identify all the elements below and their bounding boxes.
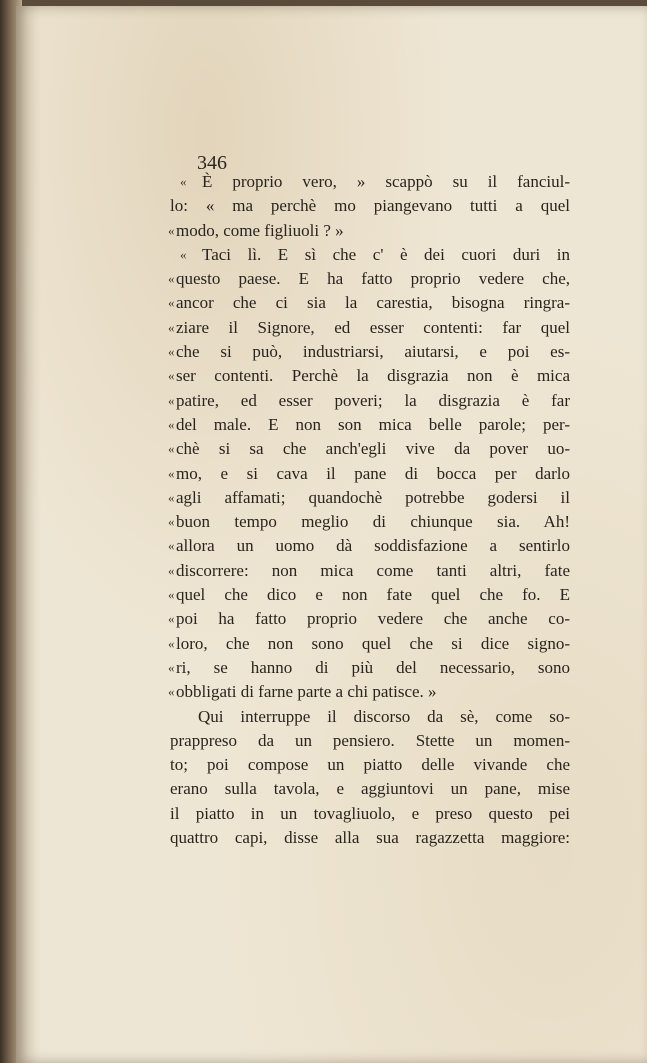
quote-mark: « <box>168 344 175 360</box>
text-line-content: modo, come figliuoli ? » <box>176 220 344 240</box>
quote-mark: « <box>168 319 175 335</box>
text-line-content: buon tempo meglio di chiunque sia. Ah! <box>176 512 570 532</box>
quote-mark: « <box>168 611 175 627</box>
text-line-content: prappreso da un pensiero. Stette un momen- <box>170 730 570 750</box>
text-line <box>150 267 570 291</box>
quote-mark: « <box>168 514 175 530</box>
quote-mark: « <box>168 635 175 651</box>
text-line <box>150 340 570 364</box>
text-line <box>150 802 570 826</box>
page-number: 346 <box>197 152 227 174</box>
text-line-content: del male. E non son mica belle parole; per- <box>176 414 570 434</box>
text-line-content: questo paese. E ha fatto proprio vedere che, <box>176 269 570 289</box>
quote-mark: « <box>168 392 175 408</box>
text-line <box>150 486 570 510</box>
text-line-content: ser contenti. Perchè la disgrazia non è mica <box>176 366 570 386</box>
text-line <box>150 194 570 218</box>
text-line-content: to; poi compose un piatto delle vivande che <box>170 755 570 775</box>
text-line <box>150 364 570 388</box>
quote-mark: « <box>168 684 175 700</box>
quote-mark: « <box>168 489 175 505</box>
quote-mark: « <box>180 174 187 189</box>
text-line-content: poi ha fatto proprio vedere che anche co- <box>176 609 570 629</box>
text-line <box>150 632 570 656</box>
text-line-content: patire, ed esser poveri; la disgrazia è far <box>176 390 570 410</box>
text-line-content: Qui interruppe il discorso da sè, come so- <box>198 706 570 726</box>
text-line-content: ancor che ci sia la carestia, bisogna ringra- <box>176 293 570 313</box>
text-line <box>150 583 570 607</box>
text-line-content: il piatto in un tovagliuolo, e preso questo pei <box>170 803 570 823</box>
text-line <box>150 534 570 558</box>
quote-mark: « <box>168 465 175 481</box>
text-line-content: Taci lì. E sì che c' è dei cuori duri in <box>202 244 570 264</box>
quote-mark: « <box>180 246 187 262</box>
quote-mark: « <box>168 222 175 238</box>
text-line <box>150 291 570 315</box>
text-line-content: lo: « ma perchè mo piangevano tutti a quel <box>170 196 570 216</box>
text-line <box>150 243 570 267</box>
quote-mark: « <box>168 368 175 384</box>
quote-mark: « <box>168 295 175 311</box>
text-line-content: obbligati di farne parte a chi patisce. » <box>176 682 437 702</box>
text-line <box>150 510 570 534</box>
text-line-content: ziare il Signore, ed esser contenti: far quel <box>176 317 570 337</box>
text-line <box>150 219 570 243</box>
text-line <box>150 437 570 461</box>
text-line-content: ri, se hanno di più del necessario, sono <box>176 657 570 677</box>
text-line-content: loro, che non sono quel che si dice signo- <box>176 633 570 653</box>
body-text <box>150 170 570 850</box>
text-line <box>150 462 570 486</box>
text-line-content: che si può, industriarsi, aiutarsi, e poi es- <box>176 342 570 362</box>
quote-mark: « <box>168 271 175 287</box>
text-line-content: chè si sa che anch'egli vive da pover uo- <box>176 439 570 459</box>
quote-mark: « <box>168 659 175 675</box>
quote-mark: « <box>168 587 175 603</box>
text-line-content: discorrere: non mica come tanti altri, fate <box>176 560 570 580</box>
text-line-content: quattro capi, disse alla sua ragazzetta maggiore: <box>170 828 570 848</box>
text-line <box>150 559 570 583</box>
text-line <box>150 777 570 801</box>
text-line <box>150 413 570 437</box>
text-line <box>150 753 570 777</box>
text-line <box>150 729 570 753</box>
text-line <box>150 389 570 413</box>
text-line <box>150 656 570 680</box>
quote-mark: « <box>168 538 175 554</box>
text-line-content: agli affamati; quandochè potrebbe godersi il <box>176 487 570 507</box>
text-line-content: quel che dico e non fate quel che fo. E <box>176 585 570 605</box>
text-line <box>150 607 570 631</box>
text-line-content: È proprio vero, » scappò su il fanciul- <box>202 172 570 191</box>
text-line <box>150 316 570 340</box>
text-line-content: allora un uomo dà soddisfazione a sentirlo <box>176 536 570 556</box>
text-line-content: mo, e si cava il pane di bocca per darlo <box>176 463 570 483</box>
text-line <box>150 705 570 729</box>
quote-mark: « <box>168 416 175 432</box>
text-line <box>150 170 570 194</box>
text-line <box>150 680 570 704</box>
quote-mark: « <box>168 441 175 457</box>
text-line <box>150 826 570 850</box>
quote-mark: « <box>168 562 175 578</box>
text-line-content: erano sulla tavola, e aggiuntovi un pane, mise <box>170 779 570 799</box>
